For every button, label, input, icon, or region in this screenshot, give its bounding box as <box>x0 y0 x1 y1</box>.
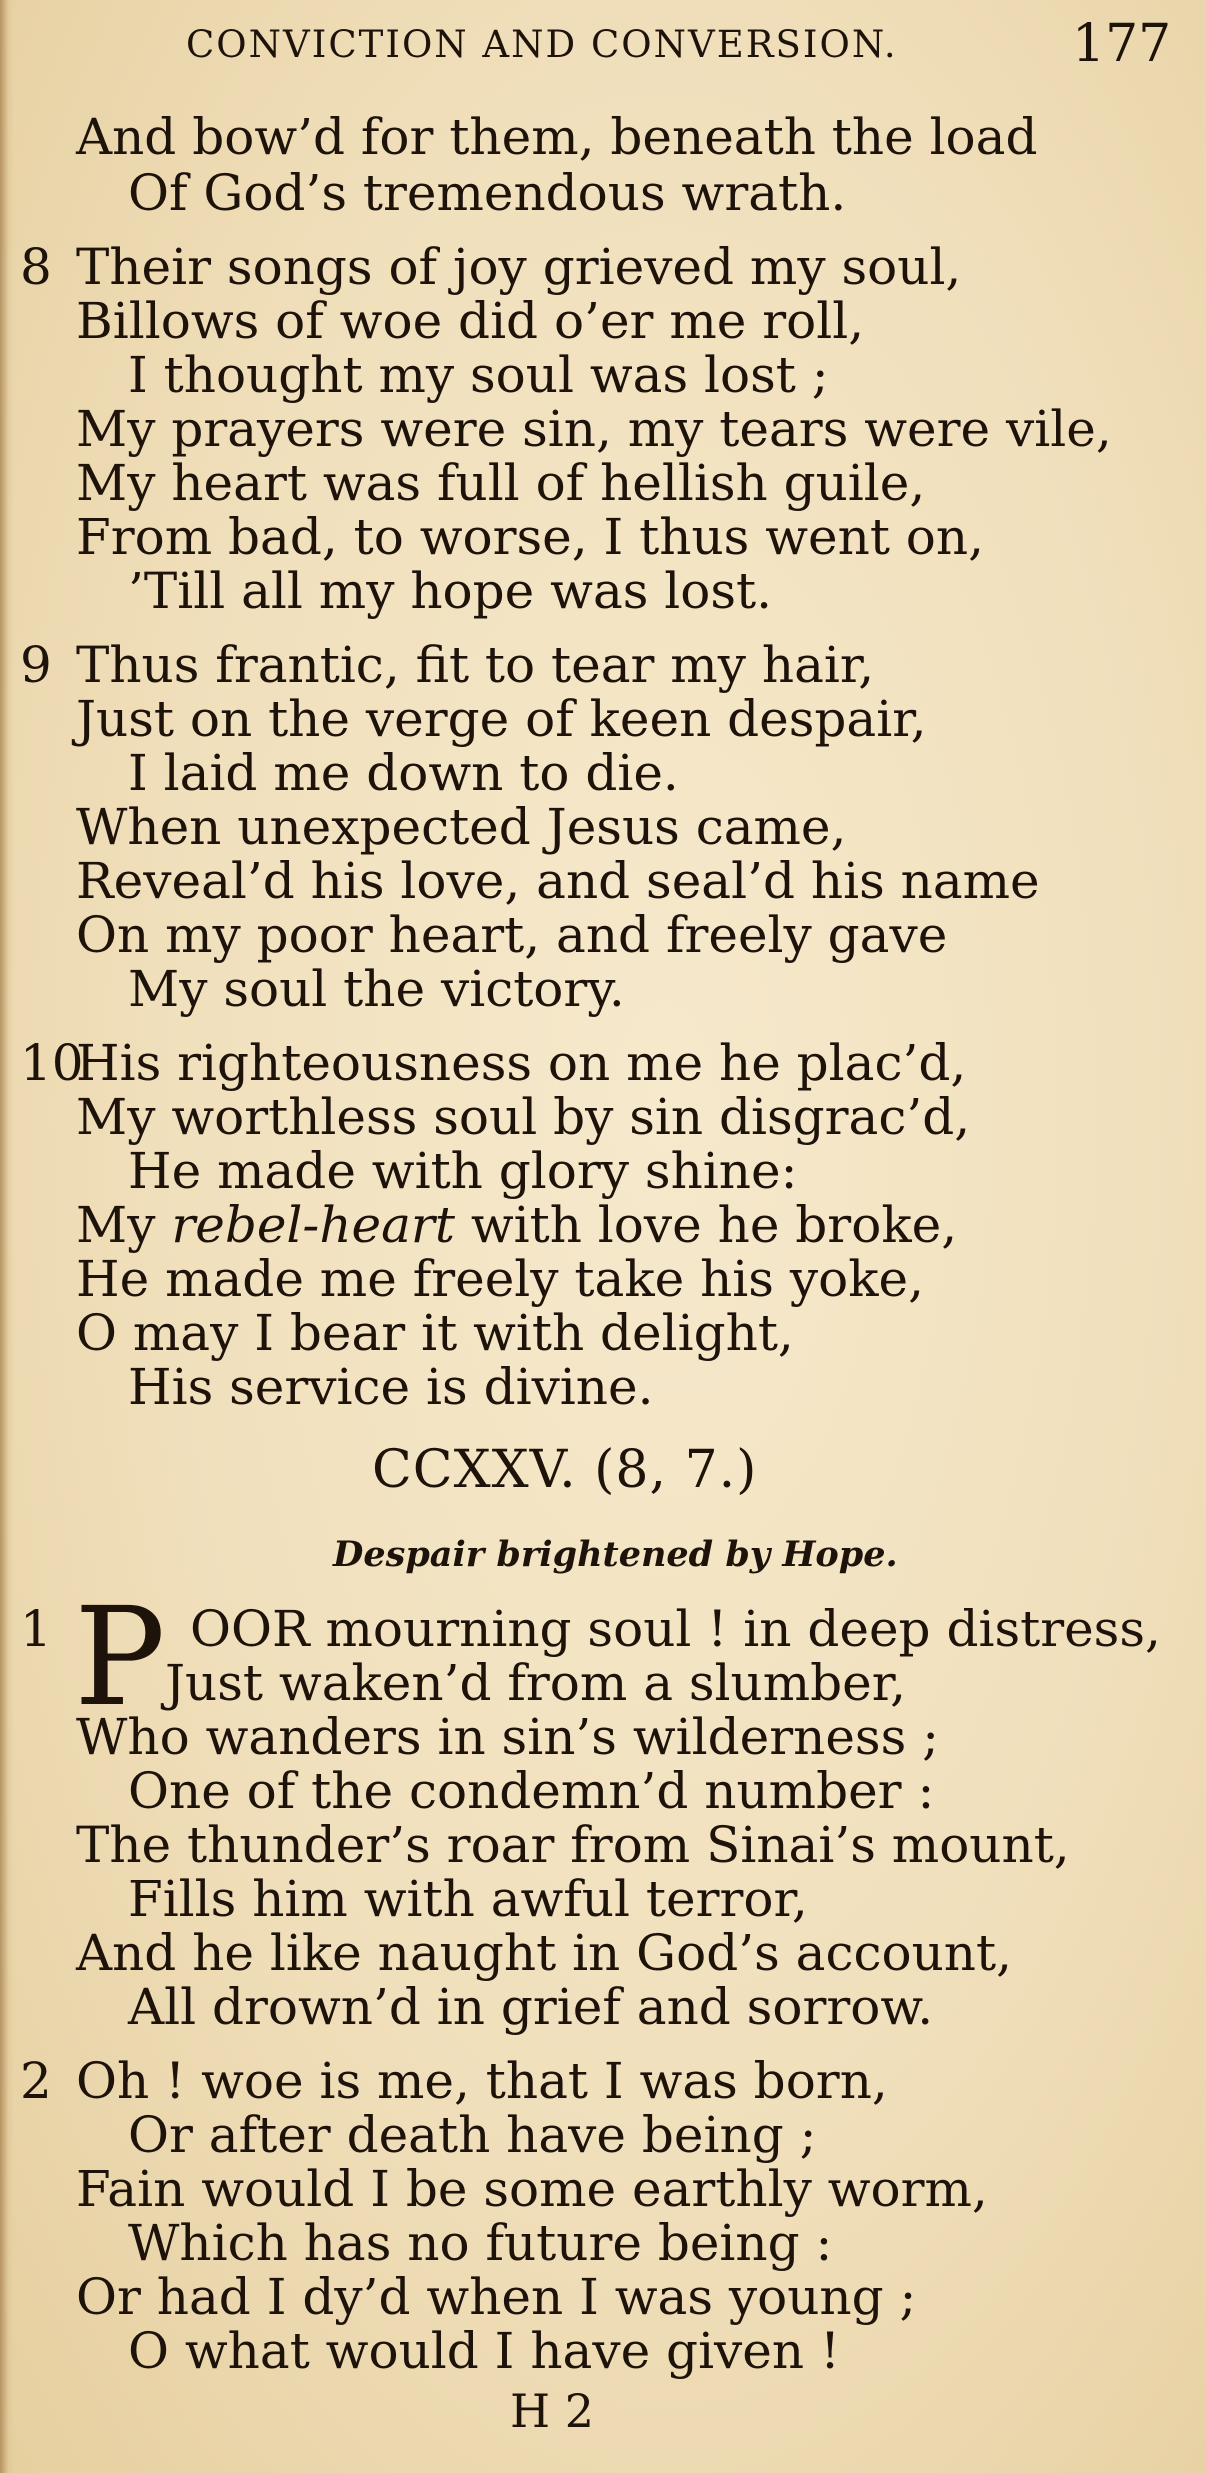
verse-line-part: My <box>76 1196 172 1254</box>
verse-line: I laid me down to die. <box>128 744 679 802</box>
verse-line: Reveal’d his love, and seal’d his name <box>76 852 1040 910</box>
verse-number: 10 <box>20 1034 84 1092</box>
verse-line: His righteousness on me he plac’d, <box>76 1034 967 1092</box>
verse-line: The thunder’s roar from Sinai’s mount, <box>76 1816 1070 1874</box>
verse-line: Or had I dy’d when I was young ; <box>76 2268 917 2326</box>
hymn-subtitle: Despair brightened by Hope. <box>333 1534 898 1575</box>
verse-line: I thought my soul was lost ; <box>128 346 829 404</box>
verse-number: 2 <box>20 2052 52 2110</box>
verse-line: Thus frantic, fit to tear my hair, <box>76 636 875 694</box>
italic-emphasis: rebel-heart <box>171 1196 455 1254</box>
verse-number: 1 <box>20 1600 52 1658</box>
running-head: CONVICTION AND CONVERSION. <box>186 23 898 66</box>
verse-line: Just waken’d from a slumber, <box>165 1654 907 1712</box>
verse-line: Billows of woe did o’er me roll, <box>76 292 865 350</box>
verse-line: ’Till all my hope was lost. <box>128 562 773 620</box>
verse-line: From bad, to worse, I thus went on, <box>76 508 985 566</box>
signature-mark: H 2 <box>510 2384 595 2438</box>
verse-number: 9 <box>20 636 52 694</box>
verse-line: His service is divine. <box>128 1358 654 1416</box>
verse-line: He made me freely take his yoke, <box>76 1250 924 1308</box>
verse-line: And he like naught in God’s account, <box>76 1924 1012 1982</box>
verse-line: Of God’s tremendous wrath. <box>128 164 847 222</box>
verse-line: O what would I have given ! <box>128 2322 841 2380</box>
verse-line: Who wanders in sin’s wilderness ; <box>76 1708 939 1766</box>
verse-line: Or after death have being ; <box>128 2106 817 2164</box>
verse-number: 8 <box>20 238 52 296</box>
verse-line: Fills him with awful terror, <box>128 1870 808 1928</box>
verse-line: My heart was full of hellish guile, <box>76 454 926 512</box>
verse-line: He made with glory shine: <box>128 1142 798 1200</box>
drop-cap: P <box>74 1579 166 1737</box>
verse-line: Fain would I be some earthly worm, <box>76 2160 988 2218</box>
verse-line: OOR mourning soul ! in deep distress, <box>190 1600 1161 1658</box>
verse-line: My prayers were sin, my tears were vile, <box>76 400 1112 458</box>
verse-line: Just on the verge of keen despair, <box>76 690 927 748</box>
verse-line: And bow’d for them, beneath the load <box>76 108 1038 166</box>
verse-line: All drown’d in grief and sorrow. <box>128 1978 934 2036</box>
verse-line: On my poor heart, and freely gave <box>76 906 948 964</box>
verse-line: One of the condemn’d number : <box>128 1762 935 1820</box>
hymn-title: CCXXV. (8, 7.) <box>372 1440 758 1500</box>
page-number: 177 <box>1072 14 1172 74</box>
page-edge-shadow <box>0 0 14 2473</box>
verse-line: Their songs of joy grieved my soul, <box>76 238 962 296</box>
verse-line: Which has no future being : <box>128 2214 833 2272</box>
verse-line: When unexpected Jesus came, <box>76 798 847 856</box>
verse-line: O may I bear it with delight, <box>76 1304 794 1362</box>
verse-line-rebel-heart <box>76 1196 958 1254</box>
verse-line-part: with love he broke, <box>454 1196 958 1254</box>
verse-line: Oh ! woe is me, that I was born, <box>76 2052 888 2110</box>
verse-line: My worthless soul by sin disgrac’d, <box>76 1088 971 1146</box>
verse-line: My soul the victory. <box>128 960 625 1018</box>
